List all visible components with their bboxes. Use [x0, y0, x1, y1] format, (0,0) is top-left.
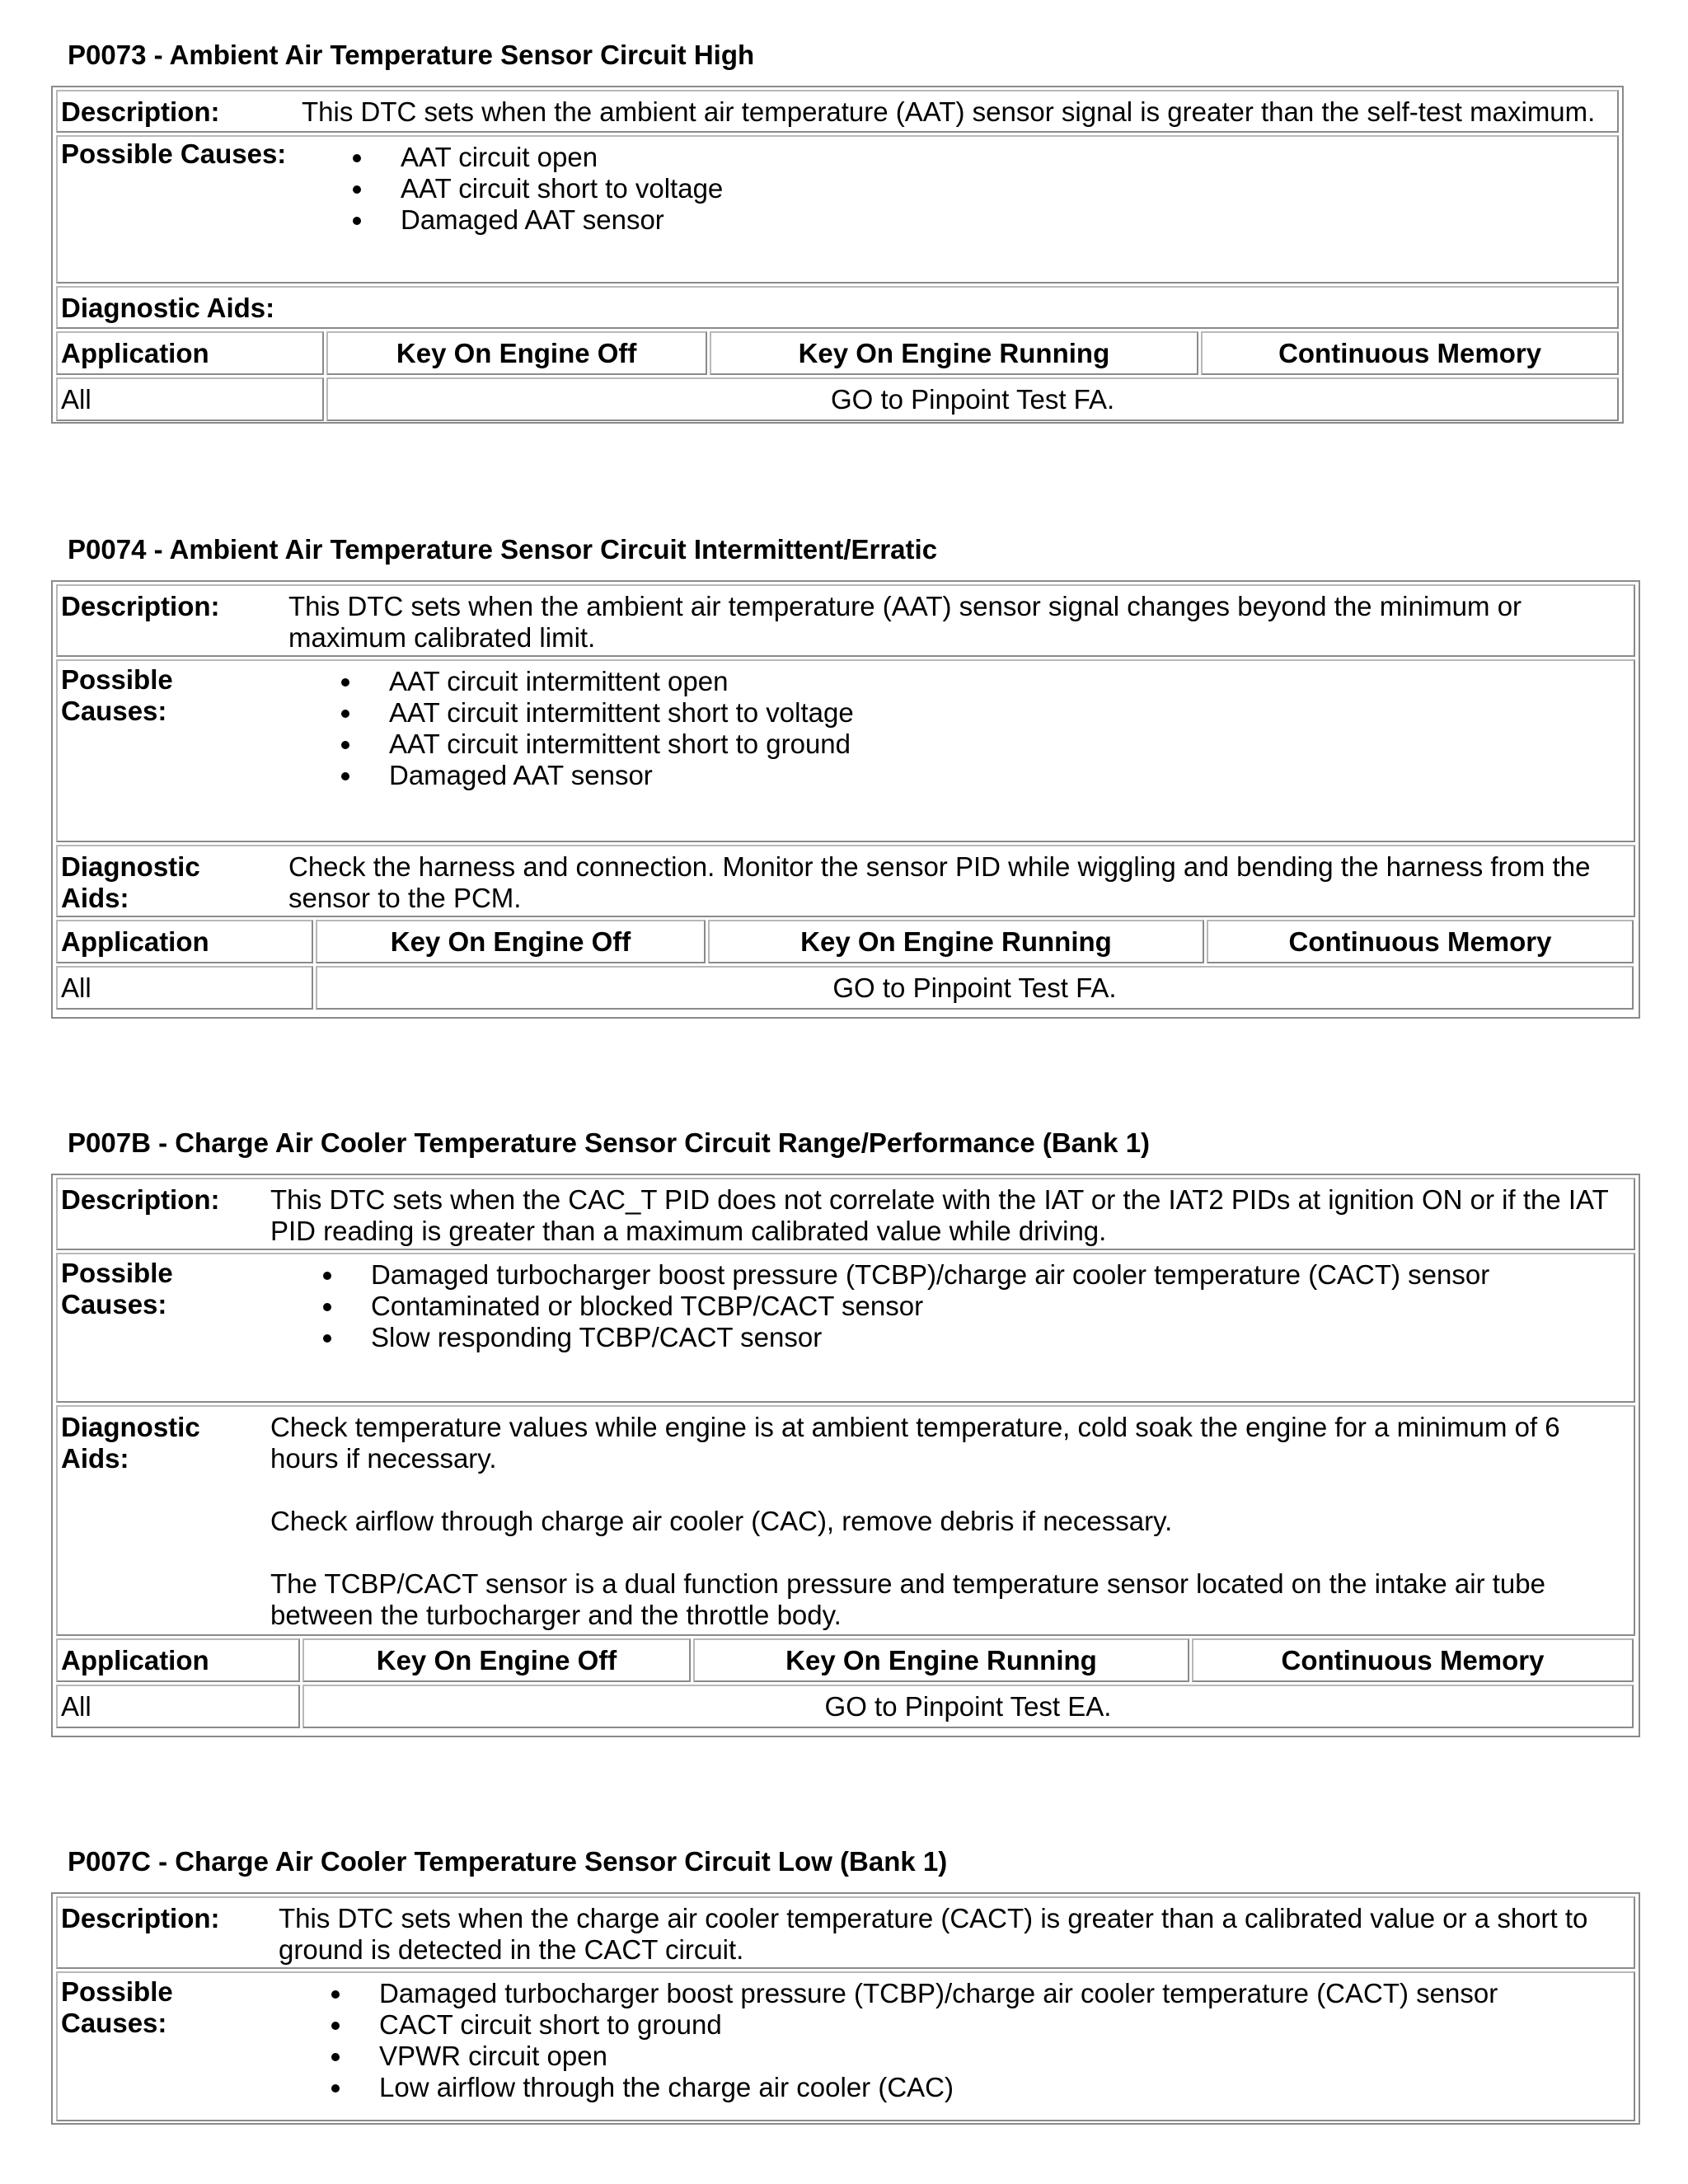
- description-row: [56, 584, 1635, 657]
- pinpoint-test-link[interactable]: GO to Pinpoint Test FA.: [316, 966, 1634, 1010]
- diagnostic-aids-label: Diagnostic Aids:: [61, 293, 275, 323]
- dtc-table: [51, 580, 1640, 1019]
- application-value: All: [56, 1685, 300, 1728]
- possible-causes-label: Possible Causes:: [61, 1258, 173, 1319]
- possible-causes-label: Possible Causes:: [61, 1976, 173, 2038]
- koer-header: Key On Engine Running: [693, 1638, 1189, 1682]
- continuous-memory-header: Continuous Memory: [1207, 920, 1634, 963]
- application-value: All: [56, 966, 313, 1010]
- application-row: [56, 1685, 1635, 1728]
- diagnostic-aids-text: Check temperature values while engine is at ambient temperature, cold soak the engine for a minimum of 6 hours if necessary. Check airflow through charge air cooler (CAC), remove debris if necessary. The TCBP/CACT sensor is a dual function pressure and temperature sensor located on the intake air tube between the turbocharger and the throttle body.: [270, 1412, 1560, 1630]
- list-item: Contaminated or blocked TCBP/CACT sensor: [323, 1291, 1489, 1322]
- application-header: Application: [56, 1638, 300, 1682]
- diagnostic-aids-row: [56, 1405, 1635, 1636]
- description-text: This DTC sets when the ambient air temperature (AAT) sensor signal changes beyond the minimum or maximum calibrated limit.: [288, 591, 1522, 653]
- description-row: [56, 1178, 1635, 1250]
- list-item: AAT circuit open: [353, 142, 723, 173]
- application-header: Application: [56, 920, 313, 963]
- list-item: CACT circuit short to ground: [331, 2009, 1498, 2041]
- description-row: [56, 90, 1619, 133]
- application-header-row: [56, 920, 1635, 963]
- possible-causes-label: Possible Causes:: [61, 664, 173, 726]
- application-header-row: [56, 1638, 1635, 1682]
- koeo-header: Key On Engine Off: [326, 331, 707, 375]
- diagnostic-aids-label: Diagnostic Aids:: [61, 851, 200, 913]
- dtc-title: P0074 - Ambient Air Temperature Sensor Circuit Intermittent/Erratic: [68, 534, 938, 565]
- description-label: Description:: [61, 591, 220, 621]
- possible-causes-label: Possible Causes:: [61, 138, 287, 169]
- diagnostic-aids-label: Diagnostic Aids:: [61, 1412, 200, 1474]
- possible-causes-row: [56, 1253, 1635, 1403]
- dtc-table: [51, 86, 1624, 424]
- dtc-title: P0073 - Ambient Air Temperature Sensor Circuit High: [68, 40, 755, 70]
- dtc-table: [51, 1892, 1640, 2125]
- list-item: Damaged turbocharger boost pressure (TCBP)/charge air cooler temperature (CACT) sensor: [323, 1259, 1489, 1291]
- description-text: This DTC sets when the ambient air temperature (AAT) sensor signal is greater than the self-test maximum.: [302, 96, 1596, 127]
- list-item: Slow responding TCBP/CACT sensor: [323, 1322, 1489, 1353]
- application-row: [56, 377, 1619, 421]
- diagnostic-aids-text: Check the harness and connection. Monitor the sensor PID while wiggling and bending the harness from the sensor to the PCM.: [288, 851, 1591, 913]
- list-item: Damaged turbocharger boost pressure (TCBP)/charge air cooler temperature (CACT) sensor: [331, 1978, 1498, 2009]
- application-value: All: [56, 377, 324, 421]
- list-item: AAT circuit intermittent open: [341, 666, 854, 697]
- possible-causes-row: [56, 135, 1619, 284]
- koeo-header: Key On Engine Off: [302, 1638, 691, 1682]
- list-item: Damaged AAT sensor: [341, 760, 854, 791]
- description-text: This DTC sets when the charge air cooler temperature (CACT) is greater than a calibrated value or a short to ground is detected in the CACT circuit.: [279, 1903, 1588, 1965]
- dtc-table: [51, 1174, 1640, 1737]
- possible-causes-row: [56, 659, 1635, 842]
- continuous-memory-header: Continuous Memory: [1192, 1638, 1634, 1682]
- koer-header: Key On Engine Running: [708, 920, 1204, 963]
- list-item: AAT circuit intermittent short to voltage: [341, 697, 854, 729]
- description-label: Description:: [61, 96, 220, 127]
- possible-causes-list: [323, 1259, 1489, 1353]
- possible-causes-list: [341, 666, 854, 791]
- description-text: This DTC sets when the CAC_T PID does not correlate with the IAT or the IAT2 PIDs at ignition ON or if the IAT PID reading is greater than a maximum calibrated value while driving.: [270, 1184, 1609, 1246]
- list-item: AAT circuit short to voltage: [353, 173, 723, 204]
- continuous-memory-header: Continuous Memory: [1201, 331, 1619, 375]
- koeo-header: Key On Engine Off: [316, 920, 706, 963]
- list-item: AAT circuit intermittent short to ground: [341, 729, 854, 760]
- description-row: [56, 1896, 1635, 1969]
- list-item: VPWR circuit open: [331, 2041, 1498, 2072]
- pinpoint-test-link[interactable]: GO to Pinpoint Test EA.: [302, 1685, 1634, 1728]
- possible-causes-row: [56, 1971, 1635, 2121]
- application-row: [56, 966, 1635, 1010]
- possible-causes-list: [331, 1978, 1498, 2103]
- application-header: Application: [56, 331, 324, 375]
- description-label: Description:: [61, 1184, 220, 1215]
- description-label: Description:: [61, 1903, 220, 1933]
- koer-header: Key On Engine Running: [710, 331, 1198, 375]
- application-header-row: [56, 331, 1619, 375]
- diagnostic-aids-row: [56, 286, 1619, 329]
- dtc-title: P007C - Charge Air Cooler Temperature Sensor Circuit Low (Bank 1): [68, 1846, 948, 1877]
- dtc-title: P007B - Charge Air Cooler Temperature Sensor Circuit Range/Performance (Bank 1): [68, 1127, 1151, 1158]
- diagnostic-aids-row: [56, 845, 1635, 917]
- list-item: Low airflow through the charge air cooler (CAC): [331, 2072, 1498, 2103]
- list-item: Damaged AAT sensor: [353, 204, 723, 236]
- pinpoint-test-link[interactable]: GO to Pinpoint Test FA.: [326, 377, 1619, 421]
- possible-causes-list: [353, 142, 723, 236]
